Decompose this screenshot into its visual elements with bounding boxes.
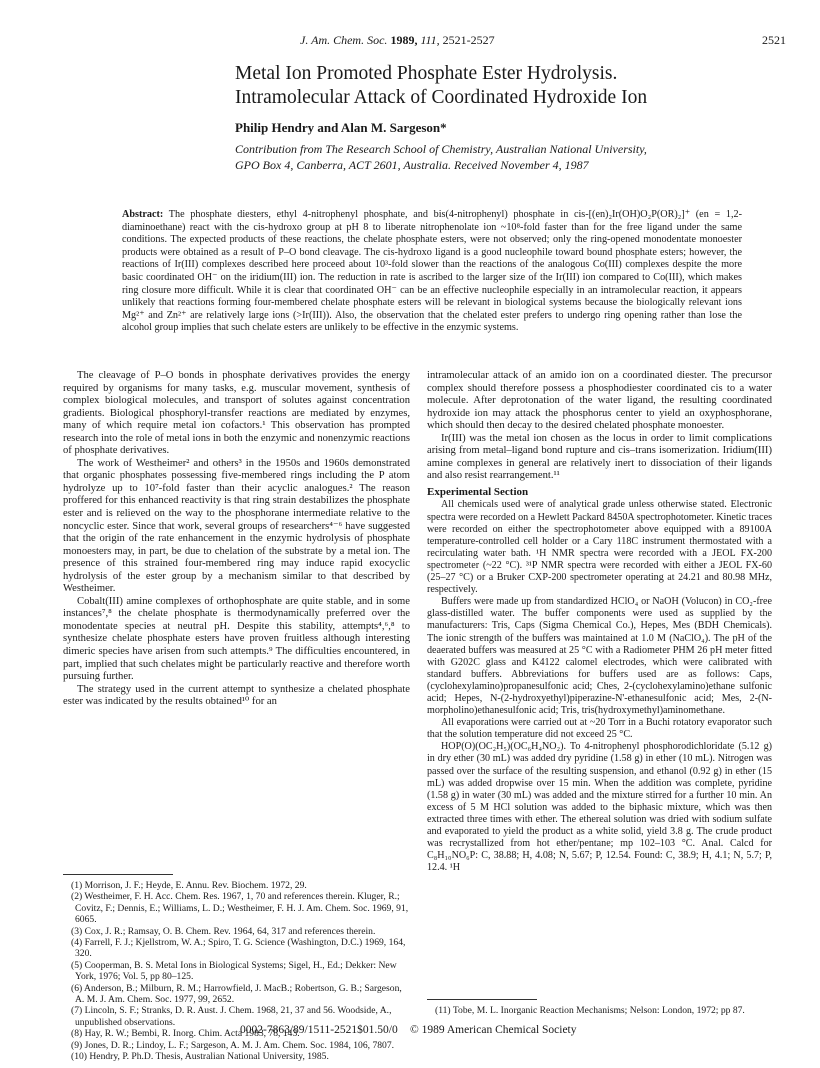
section-heading: Experimental Section — [427, 485, 529, 498]
page-footer — [0, 1022, 820, 1038]
body-paragraph: Ir(III) was the metal ion chosen as the locus in order to limit complications arising from metal–ligand bond rupture and cis–trans isomerization. Iridium(III) amine complexes in general are relatively inert to dissociation of their ligands and also resist rearrangement.¹¹ — [427, 432, 772, 482]
article-title — [235, 62, 795, 110]
footnote: (4) Farrell, F. J.; Kjellstrom, W. A.; Spiro, T. G. Science (Washington, D.C.) 1969, 164, 320. — [71, 937, 406, 960]
footnote: (10) Hendry, P. Ph.D. Thesis, Australian National University, 1985. — [71, 1051, 329, 1063]
body-paragraph: intramolecular attack of an amido ion on a coordinated diester. The precursor complex should therefore possess a phosphodiester coordinated cis to a water molecule. After deprotonation of the water ligand, the resulting coordinated hydroxide ion may attack the phosphorus center to yield an oxyphosphorane, which should then decay to the desired chelated phosphate monoester. — [427, 370, 772, 432]
footnote: (3) Cox, J. R.; Ramsay, O. B. Chem. Rev. 1964, 64, 317 and references therein. — [71, 925, 376, 937]
footnote: (6) Anderson, B.; Milburn, R. M.; Harrowfield, J. MacB.; Robertson, G. B.; Sargeson, A. M. J. Am. Chem. Soc. 1977, 99, 2652. — [71, 982, 402, 1006]
body-column-left — [63, 370, 410, 709]
body-paragraph: The strategy used in the current attempt to synthesize a chelated phosphate ester was indicated by the results obtained¹⁰ for an — [63, 683, 410, 708]
body-paragraph: Cobalt(III) amine complexes of orthophosphate are quite stable, and in some instances⁷,⁸ the chelate phosphate is thermodynamically preferred over the monodentate species at neutral pH. Despite this stability, attempts⁴,⁶,⁸ to synthesize chelate phosphate esters have proven fruitless although interesting dimeric species have arisen from such attempts.⁹ The difficulties encountered, in part, implied that such chelates might be particularly reactive and therefore worth pursuing further. — [63, 595, 410, 683]
journal-name: J. Am. Chem. Soc. — [300, 33, 388, 47]
footnote: (7) Lincoln, S. F.; Stranks, D. R. Aust. J. Chem. 1968, 21, 37 and 56. Woodside, A., unpublished observations. — [71, 1005, 392, 1028]
affiliation — [235, 141, 795, 173]
affiliation-line-2: GPO Box 4, Canberra, ACT 2601, Australia. Received November 4, 1987 — [235, 158, 589, 172]
footnote-rule-right — [427, 999, 537, 1000]
footnote: (2) Westheimer, F. H. Acc. Chem. Res. 1967, 1, 70 and references therein. Kluger, R.; Covitz, F.; Dennis, E.; Williams, L. D.; Westheimer, F. H. J. Am. Chem. Soc. 1969, 91, 6065. — [71, 891, 409, 926]
footnote-rule-left — [63, 874, 173, 875]
abstract-text: The phosphate diesters, ethyl 4-nitrophenyl phosphate, and bis(4-nitrophenyl) phosphate in cis-[(en)₂Ir(OH)O₂P(OR)₂]⁺ (en = 1,2-diaminoethane) react with the cis-hydroxo group at pH 8 to liberate nitrophenolate ion ~10⁸-fold faster than for the free ligand under the same conditions. The expected products of these reactions, the chelate phosphate esters, were not observed; only the ring-opened monodentate monoester products were obtained as a result of P–O bond cleavage. The cis-hydroxo ligand is a good nucleophile toward bound phosphate esters; however, the reactions of Ir(III) complexes described here proceed about 10³-fold slower than the reactions of the analogous Co(III) complexes despite the more basic coordinated OH⁻ on the iridium(III) ion. The reduction in rate is ascribed to the larger size of the Ir(III) ion compared to Co(III), which makes ring closure more difficult. While it is clear that coordinated OH⁻ can be an effective nucleophile especially in an intramolecular reaction, it appears unlikely that reactions forming four-membered chelate phosphate esters will be relevant in biological systems because the biologically relevant ions Mg²⁺ and Zn²⁺ are relatively large ions (>Ir(III)). Also, the observation that the chelated ester prefers to undergo ring opening rather than lose the alcohol group implies that such chelate esters are unlikely to be effective in the enzymic systems. — [122, 209, 742, 334]
footnotes-right — [427, 1005, 772, 1016]
abstract-label: Abstract: — [122, 209, 164, 220]
journal-citation — [300, 32, 495, 48]
body-paragraph: The work of Westheimer² and others³ in the 1950s and 1960s demonstrated that organic phosphates possessing five-membered rings including the P atom hydrolyze up to 10⁷-fold faster than their acyclic analogues.² The reason proffered for this enhanced reactivity is that ring strain destabilizes the phosphate ester and is relieved on the way to the phosphorane intermediate relative to the noncyclic ester. Since that work, several groups of researchers⁴⁻⁶ have suggested that the origin of the rate enhancement in the enzymic hydrolysis of phosphate monoesters may, in part, be due to chelation of the substrate by a metal ion. The presence of this strained four-membered ring may induce rapid exocyclic hydrolysis of the ester group by a mechanism similar to that described by Westheimer. — [63, 457, 410, 595]
page-number: 2521 — [762, 33, 786, 47]
journal-pages: 2521-2527 — [442, 33, 495, 47]
footnote: (1) Morrison, J. F.; Heyde, E. Annu. Rev. Biochem. 1972, 29. — [71, 880, 307, 891]
experimental-paragraph: All evaporations were carried out at ~20 Torr in a Buchi rotatory evaporator such that the solution temperature did not exceed 25 °C. — [427, 717, 772, 741]
affiliation-line-1: Contribution from The Research School of Chemistry, Australian National University, — [235, 142, 647, 156]
abstract — [122, 209, 742, 335]
footnote: (8) Hay, R. W.; Bembi, R. Inorg. Chim. Acta 1983, 78, 143. — [71, 1028, 300, 1040]
footnote: (11) Tobe, M. L. Inorganic Reaction Mechanisms; Nelson: London, 1972; pp 87. — [435, 1005, 745, 1016]
experimental-section — [427, 499, 772, 874]
experimental-paragraph: HOP(O)(OC₂H₅)(OC₆H₄NO₂). To 4-nitrophenyl phosphorodichloridate (5.12 g) in dry ether (30 mL) was added dry pyridine (1.58 g) in ether (10 mL). Nitrogen was passed over the surface of the resulting suspension, and ethanol (0.92 g) in ether (15 mL) was added dropwise over 15 min. When the addition was complete, pyridine (1.58 g) in water (30 mL) was added and the mixture stirred for a further 10 min. An excess of 5 M HCl solution was added to the biphasic mixture, which was then extracted three times with ether. The ethereal solution was dried with sodium sulfate and evaporated to yield the product as a white solid, yield 3.8 g. The crude product was recrystallized from hot ether/pentane; mp 102–103 °C. Anal. Calcd for C₈H₁₀NO₆P: C, 38.88; H, 4.08; N, 5.67; P, 12.54. Found: C, 38.9; H, 4.1; N, 5.7; P, 12.4. ¹H — [427, 741, 772, 874]
copyright-notice: © 1989 American Chemical Society — [410, 1024, 577, 1036]
article-code: 0002-7863/89/1511-2521$01.50/0 — [240, 1024, 398, 1036]
title-line-1: Metal Ion Promoted Phosphate Ester Hydrolysis. — [235, 63, 618, 84]
author-list: Philip Hendry and Alan M. Sargeson* — [235, 120, 447, 135]
footnote: (9) Jones, D. R.; Lindoy, L. F.; Sargeson, A. M. J. Am. Chem. Soc. 1984, 106, 7807. — [71, 1039, 395, 1051]
running-head — [0, 32, 820, 48]
experimental-paragraph: Buffers were made up from standardized HClO₄ or NaOH (Volucon) in CO₂-free glass-distilled water. The buffer components were used as supplied by the manufacturers: Tris, Caps (Sigma Chemical Co.), Hepes, Mes (BDH Chemicals). The ionic strength of the buffers was maintained at 1.0 M (NaClO₄). The pH of the deaerated buffers was measured at 25 °C with a Radiometer PHM 26 pH meter fitted with G202C glass and K4122 calomel electrodes, which were calibrated with standard buffers. Abbreviations for buffers used are as follows: Caps, (cyclohexylamino)propanesulfonic acid; Ches, 2-(cyclohexylamino)ethane sulfonic acid; Hepes, N-(2-hydroxyethyl)piperazine-N'-ethanesulfonic acid; Mes, 2-(N-morpholino)ethanesulfonic acid; Tris, tris(hydroxymethyl)aminomethane. — [427, 596, 772, 717]
journal-volume: 111, — [420, 33, 440, 47]
footnote: (5) Cooperman, B. S. Metal Ions in Biological Systems; Sigel, H., Ed.; Dekker: New York, 1976; Vol. 5, pp 80–125. — [71, 959, 397, 983]
title-line-2: Intramolecular Attack of Coordinated Hydroxide Ion — [235, 87, 648, 108]
body-paragraph: The cleavage of P–O bonds in phosphate derivatives provides the energy required by organisms for many tasks, e.g. muscular movement, synthesis of complex biological molecules, and transport of solutes against concentration gradients. Biological phosphoryl-transfer reactions are mediated by enzymes, many of which require metal ion cofactors.¹ This observation has prompted research into the role of metal ions in both the enzymic and nonenzymic reactions of phosphate derivatives. — [63, 370, 410, 457]
body-column-right — [427, 370, 772, 874]
experimental-paragraph: All chemicals used were of analytical grade unless otherwise stated. Electronic spectra were recorded on a Hewlett Packard 8450A spectrophotometer. Kinetic traces were recorded on either the spectrophotometer above equipped with a 89100A temperature-controlled cell holder or a Cary 118C instrument thermostated with a recirculating water bath. ¹H NMR spectra were recorded with a JEOL FX-200 spectrometer (~22 °C). ³¹P NMR spectra were recorded with either a JEOL FX-60 (25–27 °C) or a Bruker CXP-200 spectrometer operating at 24.21 and 80.98 MHz, respectively. — [427, 499, 773, 596]
journal-year: 1989, — [390, 33, 418, 47]
